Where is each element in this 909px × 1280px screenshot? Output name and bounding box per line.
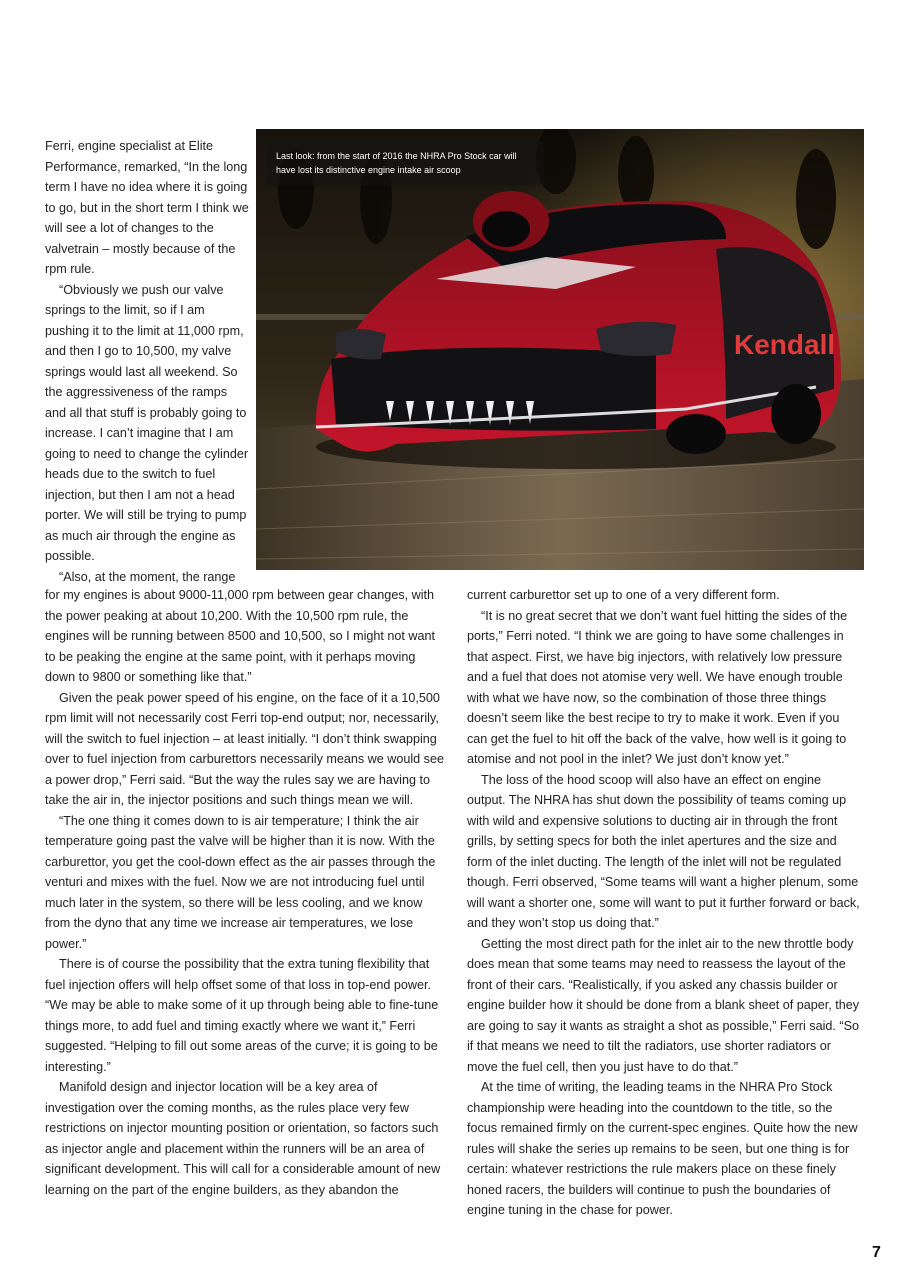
photo-caption: Last look: from the start of 2016 the NHRA Pro Stock car will have lost its distinctive engine intake air scoop xyxy=(266,141,544,185)
paragraph: “Obviously we push our valve springs to the limit, so if I am pushing it to the limit at 11,000 rpm, and then I go to 10,500, my valve springs would last all weekend. So the aggressiveness of the ramps and all that stuff is probably going to increase. I can’t imagine that I am going to need to change the cylinder heads due to the switch to fuel injection, but then I am not a head porter. We will still be trying to pump as much air through the engine as possible. xyxy=(45,282,249,563)
paragraph: At the time of writing, the leading teams in the NHRA Pro Stock championship were heading into the countdown to the title, so the focus remained firmly on the current-spec engines. Quite how the new rules will shake the series up remains to be seen, but one thing is for certain: whatever restrictions the rule makers place on these finely honed racers, the builders will continue to push the boundaries of engine tuning in the chase for power. xyxy=(467,1080,858,1217)
paragraph: There is of course the possibility that the extra tuning flexibility that fuel injection offers will help offset some of that loss in top-end power. “We may be able to make some of it up through being able to fine-tune things more, to add fuel and timing exactly where we want it,” Ferri suggested. “Helping to fill out some areas of the curve; it is going to be interesting.” xyxy=(45,957,439,1074)
article-column-right xyxy=(467,585,863,1221)
article-column-top xyxy=(45,136,250,587)
paragraph: Ferri, engine specialist at Elite Performance, remarked, “In the long term I have no idea where it is going to go, but in the short term I think we will see a lot of changes to the valvetrain – mostly because of the rpm rule. xyxy=(45,139,249,276)
paragraph: “It is no great secret that we don’t want fuel hitting the sides of the ports,” Ferri noted. “I think we are going to have some challenges in that aspect. First, we have big injectors, with relatively low pressure and a fuel that does not atomise very well. We have enough trouble with what we have now, so the combination of those three things doesn’t seem like the best recipe to try to make it work. Even if you can get the fuel to hit off the back of the valve, how well is it going to atomise and not pool in the inlet? We just don’t know yet.” xyxy=(467,608,848,766)
paragraph: “Also, at the moment, the range xyxy=(59,569,236,584)
paragraph: The loss of the hood scoop will also have an effect on engine output. The NHRA has shut down the possibility of teams coming up with wild and expensive solutions to ducting air in through the front grills, by setting specs for both the inlet apertures and the size and form of the inlet ducting. The length of the inlet will not be regulated though. Ferri observed, “Some teams will want a higher plenum, some will want a shorter one, some will want to put it further forward or back, and they won’t stop us doing that.” xyxy=(467,772,860,930)
car-brand-text: Kendall xyxy=(734,329,836,360)
paragraph: Given the peak power speed of his engine, on the face of it a 10,500 rpm limit will not necessarily cost Ferri top-end output; nor, necessarily, will the switch to fuel injection – at least initially. “I don’t think swapping over to fuel injection from carburettors necessarily means we would see a power drop,” Ferri said. “But the way the rules say we are having to take the air in, the injector positions and such things mean we will. xyxy=(45,690,444,807)
race-car-photo xyxy=(256,129,864,570)
paragraph: Getting the most direct path for the inlet air to the new throttle body does mean that some teams may need to reassess the layout of the front of their cars. “Realistically, if you asked any chassis builder or engine builder how it should be done from a blank sheet of paper, they are going to say it wants as straight a shot as possible,” Ferri said. “So if that means we need to tilt the radiators, use shorter radiators or move the fuel cell, then you just have to do that.” xyxy=(467,936,860,1074)
page-number: 7 xyxy=(872,1244,881,1261)
paragraph: for my engines is about 9000-11,000 rpm between gear changes, with the power peaking at about 10,200. With the 10,500 rpm rule, the engines will be running between 8500 and 10,500, so I might not want to be peaking the engine at the same point, with it perhaps moving down to 9800 or something like that.” xyxy=(45,588,435,684)
race-car-illustration xyxy=(256,129,864,570)
paragraph: “The one thing it comes down to is air temperature; I think the air temperature going past the valve will be higher than it is now. With the carburettor, you get the cool-down effect as the air passes through the venturi and mixes with the fuel. Now we are not introducing fuel until much later in the system, so there will be less cooling, and we know from the dyno that any time we increase air temperatures, we lose power.” xyxy=(45,813,436,951)
paragraph: current carburettor set up to one of a very different form. xyxy=(467,588,780,602)
paragraph: Manifold design and injector location will be a key area of investigation over the coming months, as the rules place very few restrictions on injector mounting position or orientation, so factors such as injector angle and placement within the runners will be an area of significant development. This will call for a considerable amount of new learning on the part of the engine builders, as they abandon the xyxy=(45,1080,441,1197)
article-column-left xyxy=(45,585,445,1200)
